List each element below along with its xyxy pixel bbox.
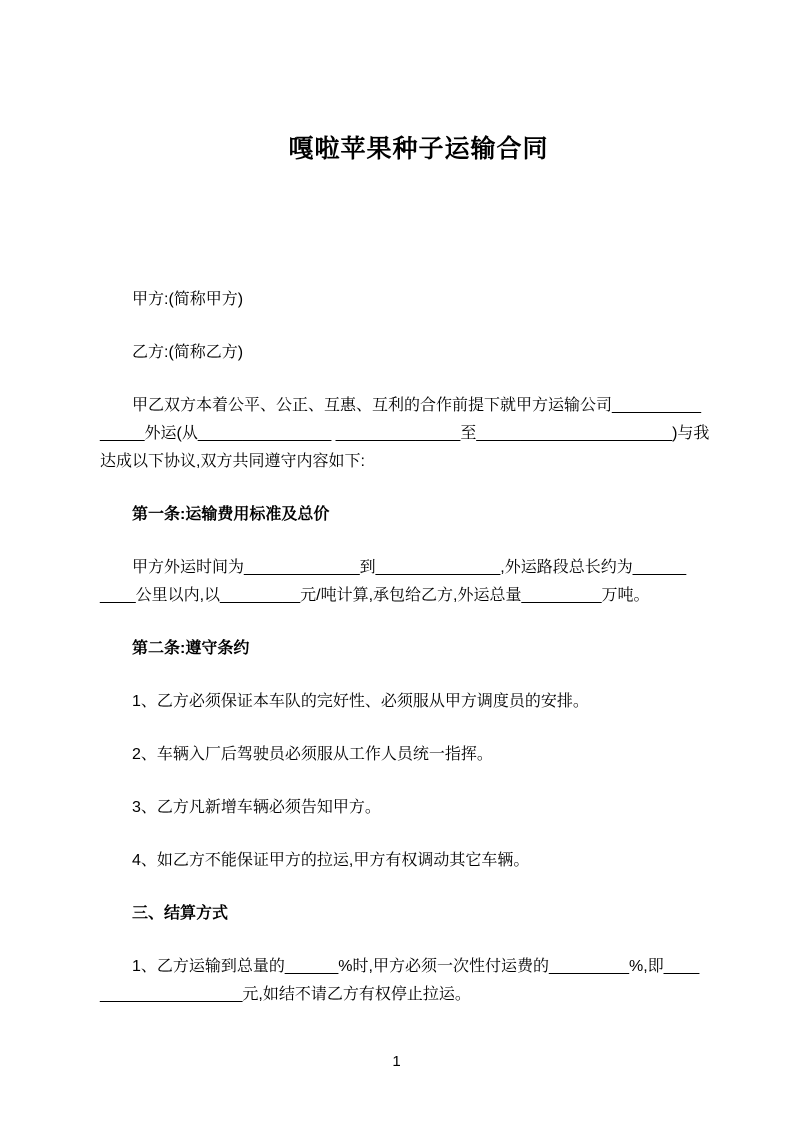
contract-item-3: 3、乙方凡新增车辆必须告知甲方。 — [132, 799, 381, 816]
document-title: 嘎啦苹果种子运输合同 — [288, 135, 549, 163]
party-a-line: 甲方:(简称甲方) — [132, 291, 244, 308]
contract-item-1: 1、乙方必须保证本车队的完好性、必须服从甲方调度员的安排。 — [132, 693, 589, 710]
contract-item-2: 2、车辆入厂后驾驶员必须服从工作人员统一指挥。 — [132, 746, 493, 763]
article3-paragraph — [100, 953, 737, 1009]
article3-line-2: ________________元,如结不请乙方有权停止拉运。 — [100, 986, 471, 1003]
intro-line-3: 达成以下协议,双方共同遵守内容如下: — [100, 453, 365, 470]
page-footer — [0, 1052, 793, 1072]
article3-line-1: 1、乙方运输到总量的______%时,甲方必须一次性付运费的_________%,即____ — [132, 958, 700, 975]
article2-heading: 第二条:遵守条约 — [132, 640, 250, 657]
article1-paragraph — [100, 554, 737, 610]
party-b-line: 乙方:(简称乙方) — [132, 344, 244, 361]
intro-line-1: 甲乙双方本着公平、公正、互惠、互利的合作前提下就甲方运输公司__________ — [132, 397, 701, 414]
page-number: 1 — [392, 1053, 401, 1070]
article1-heading: 第一条:运输费用标准及总价 — [132, 506, 330, 523]
article1-line-2: ____公里以内,以_________元/吨计算,承包给乙方,外运总量_________万吨。 — [100, 587, 650, 604]
intro-line-2: _____外运(从_______________ ______________至______________________)与我 — [100, 425, 710, 442]
contract-item-4: 4、如乙方不能保证甲方的拉运,甲方有权调动其它车辆。 — [132, 852, 530, 869]
article1-line-1: 甲方外运时间为_____________到______________,外运路段总长约为______ — [132, 559, 687, 576]
article3-heading: 三、结算方式 — [132, 905, 229, 922]
intro-paragraph — [100, 392, 737, 476]
